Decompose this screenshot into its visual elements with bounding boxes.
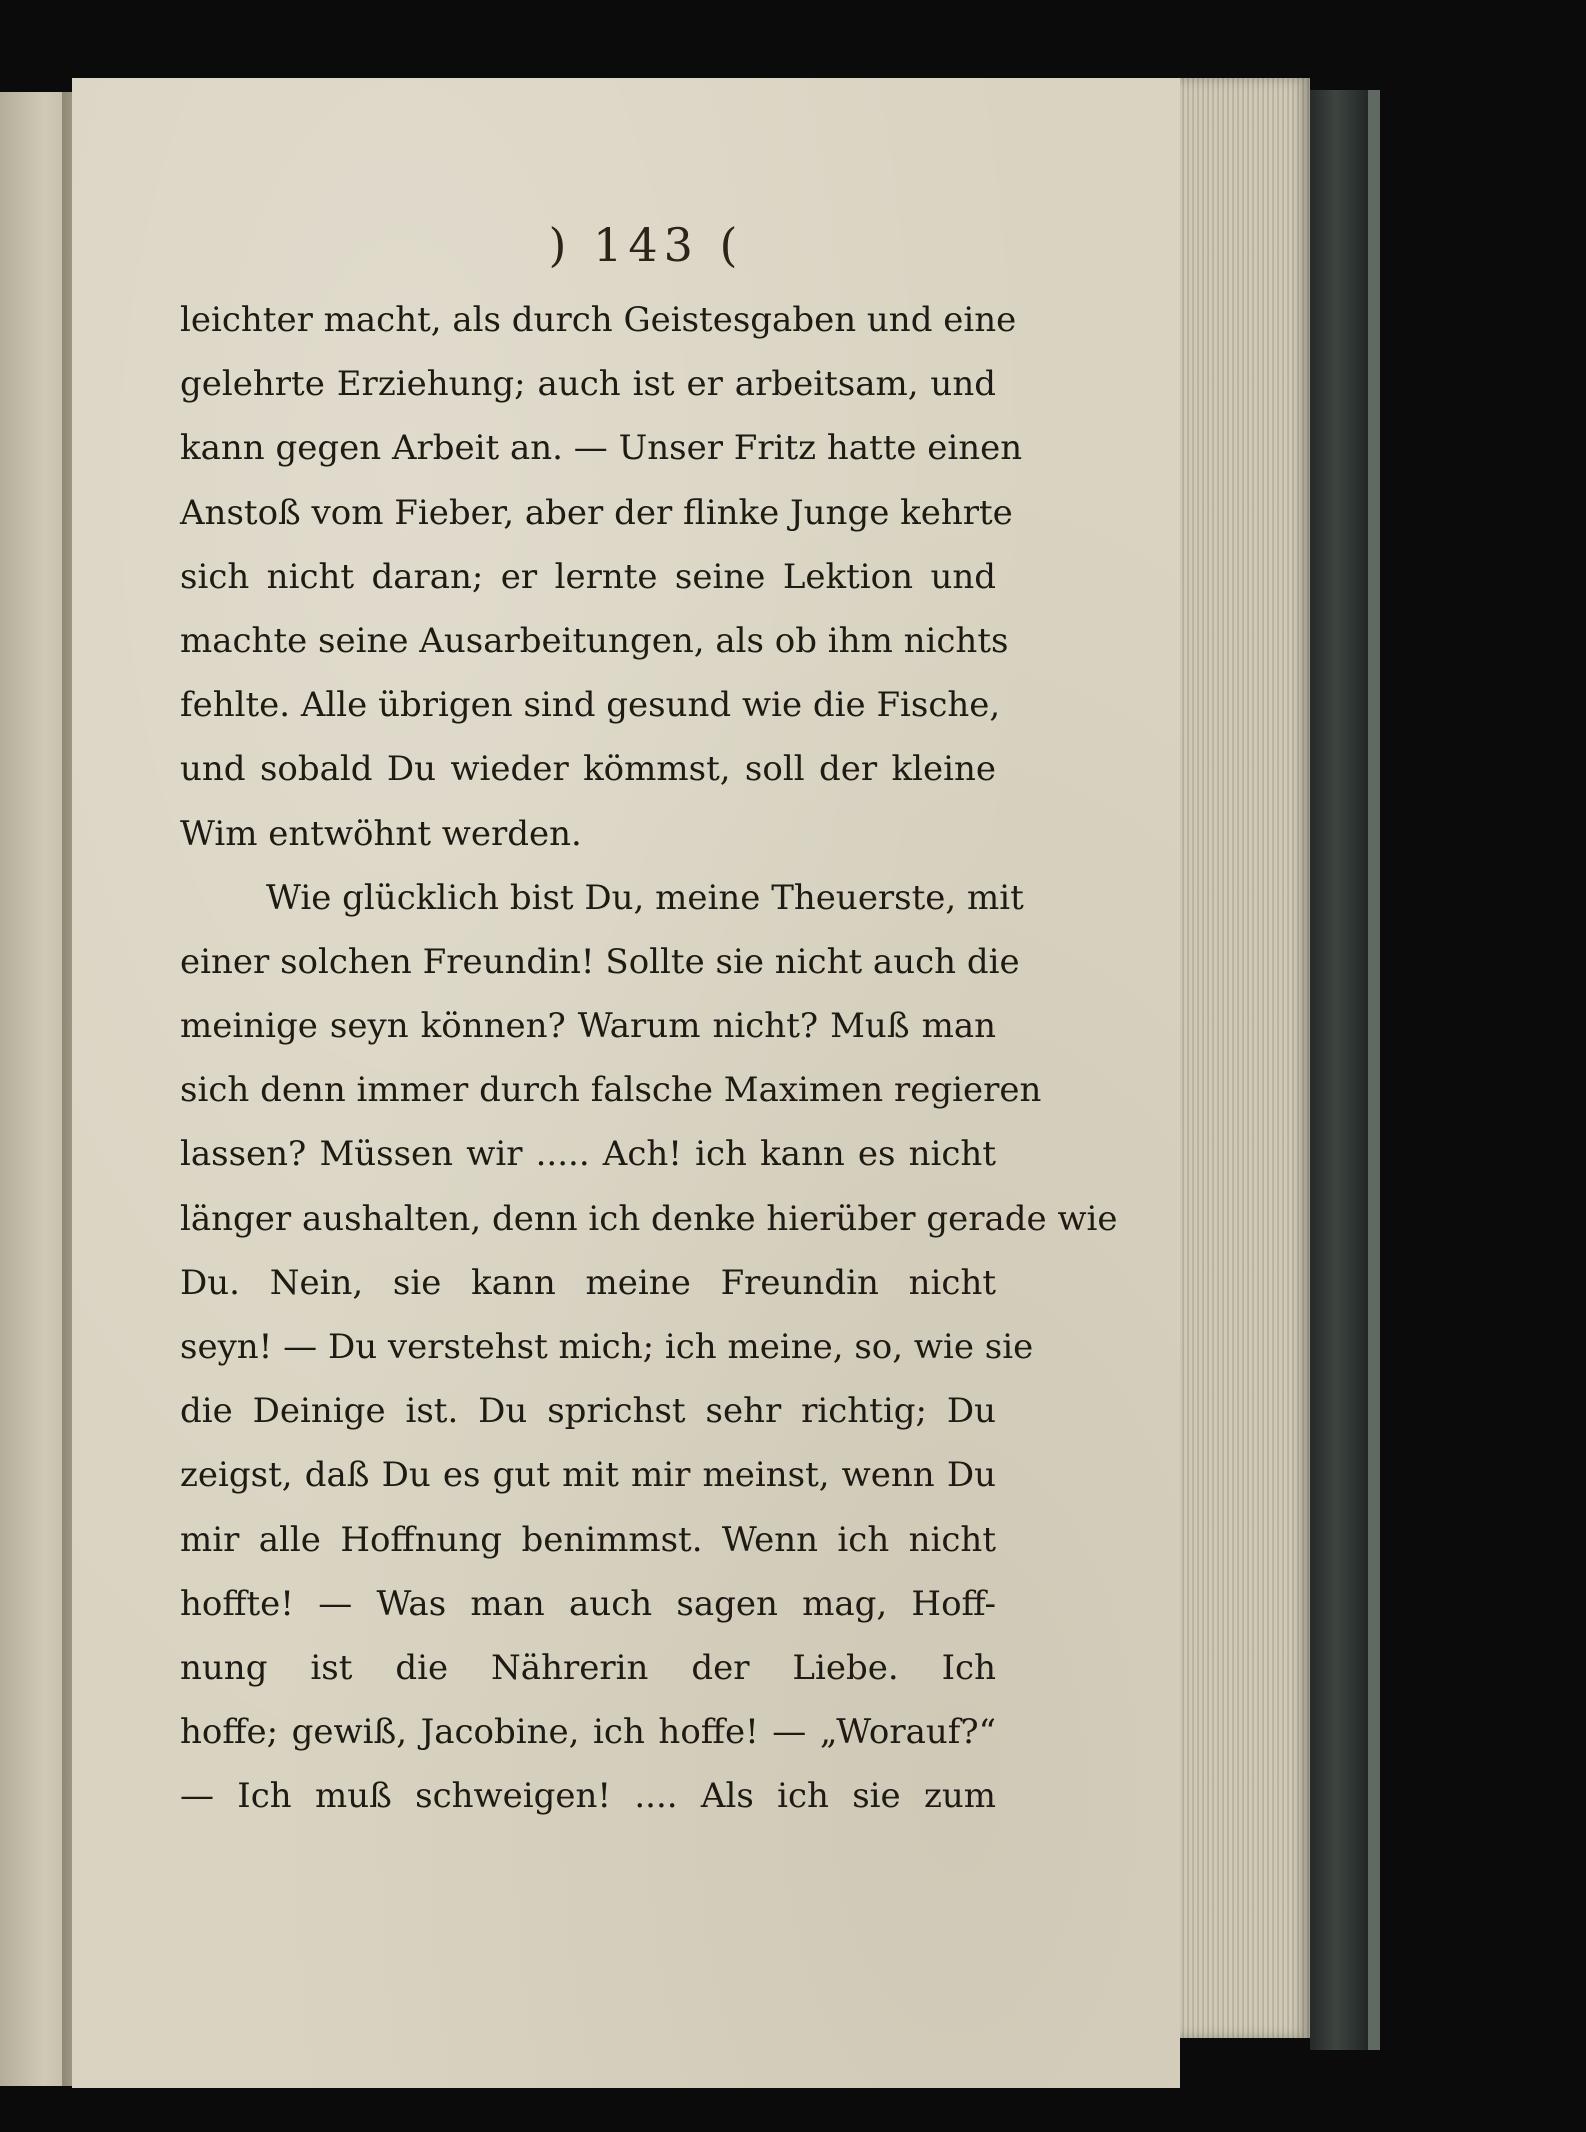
text-line: machte seine Ausarbeitungen, als ob ihm nichts — [180, 620, 1009, 661]
text-line: kann gegen Arbeit an. — Unser Fritz hatte einen — [180, 428, 1023, 469]
book-cover — [1310, 90, 1374, 2050]
text-line: länger aushalten, denn ich denke hierüber gerade wie — [180, 1198, 1118, 1239]
text-line: mir alle Hoffnung benimmst. Wenn ich nicht — [180, 1519, 996, 1560]
text-line: lassen? Müssen wir ..... Ach! ich kann es nicht — [180, 1134, 996, 1175]
text-line: die Deinige ist. Du sprichst sehr richtig; Du — [180, 1391, 996, 1432]
text-line: hoffe; gewiß, Jacobine, ich hoffe! — „Worauf?“ — [180, 1712, 996, 1753]
text-line: Du. Nein, sie kann meine Freundin nicht — [180, 1262, 996, 1303]
text-line: meinige seyn können? Warum nicht? Muß man — [180, 1006, 996, 1047]
text-line: und sobald Du wieder kömmst, soll der kleine — [180, 749, 996, 790]
text-line: einer solchen Freundin! Sollte sie nicht auch die — [180, 941, 1020, 982]
text-line: fehlte. Alle übrigen sind gesund wie die Fische, — [180, 685, 1001, 726]
text-line: Anstoß vom Fieber, aber der flinke Junge kehrte — [180, 492, 1013, 533]
body-text — [180, 288, 1118, 1829]
text-line: Wim entwöhnt werden. — [180, 813, 582, 854]
page-block-edges — [1180, 78, 1310, 2038]
text-line: sich nicht daran; er lernte seine Lektion und — [180, 556, 996, 597]
text-line: — Ich muß schweigen! .... Als ich sie zum — [180, 1776, 996, 1817]
text-line: gelehrte Erziehung; auch ist er arbeitsam, und — [180, 364, 996, 405]
paragraph-first-line: Wie glücklich bist Du, meine Theuerste, mit — [266, 877, 1024, 918]
text-line: sich denn immer durch falsche Maximen regieren — [180, 1070, 1042, 1111]
text-line: zeigst, daß Du es gut mit mir meinst, wenn Du — [180, 1455, 996, 1496]
text-line: seyn! — Du verstehst mich; ich meine, so, wie sie — [180, 1327, 1034, 1367]
page-number-header: ) 143 ( — [548, 218, 744, 272]
text-line: nung ist die Nährerin der Liebe. Ich — [180, 1647, 996, 1688]
text-line: hoffte! — Was man auch sagen mag, Hoff- — [180, 1583, 996, 1624]
text-line: leichter macht, als durch Geistesgaben und eine — [180, 300, 1017, 340]
cover-edge — [1368, 90, 1380, 2050]
